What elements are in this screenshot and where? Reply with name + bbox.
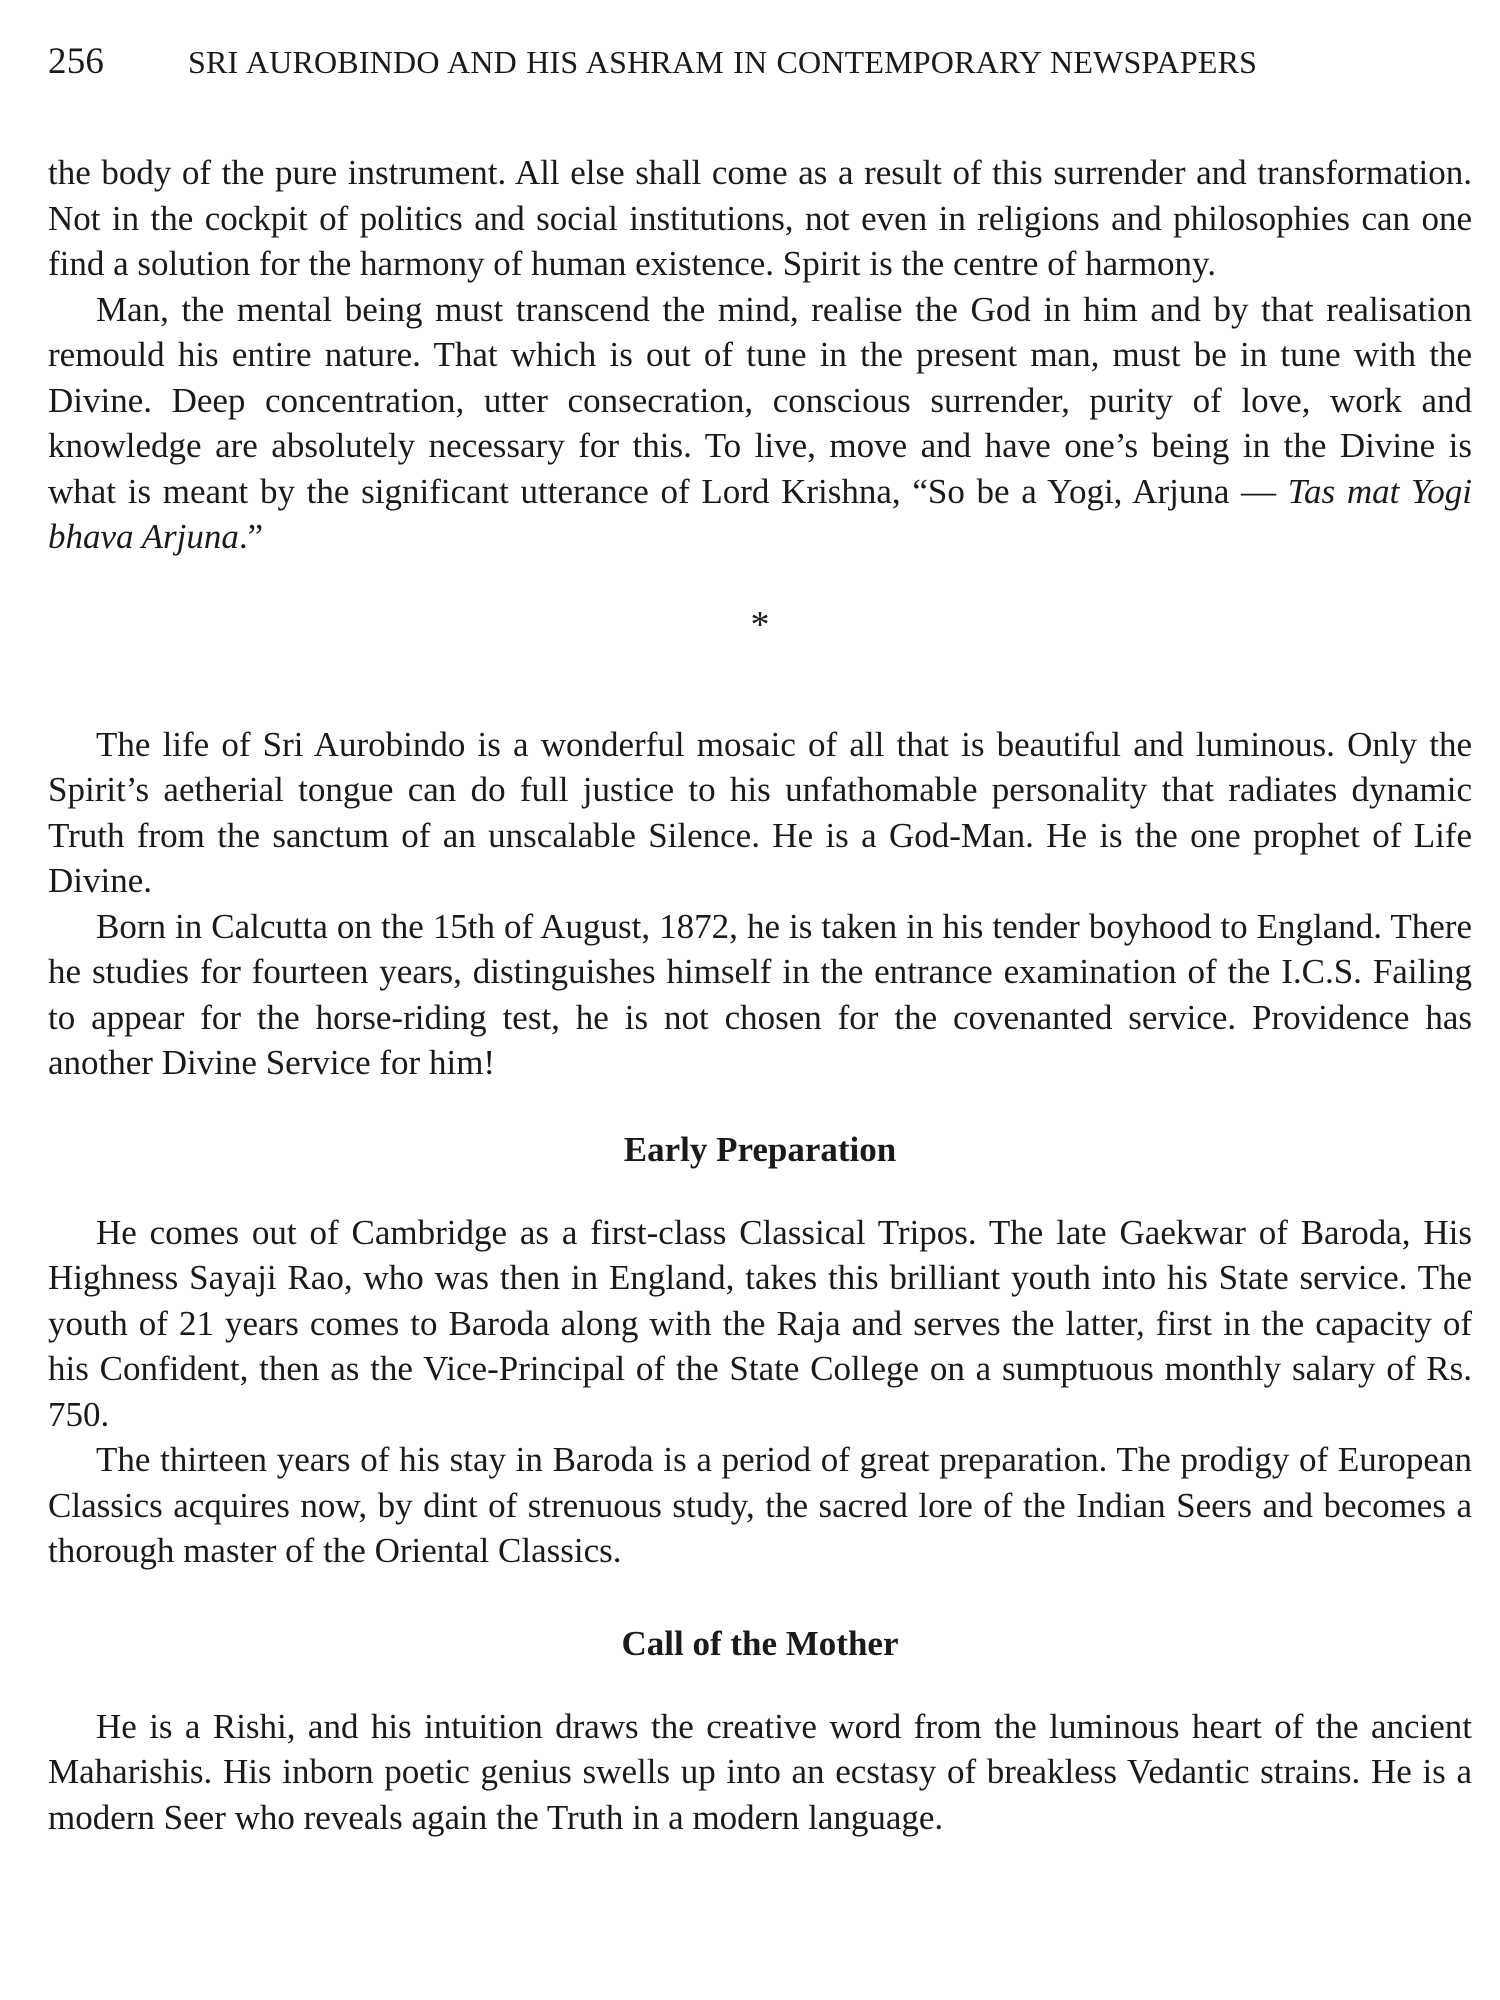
- running-title: SRI AUROBINDO AND HIS ASHRAM IN CONTEMPORARY NEWSPAPERS: [188, 44, 1258, 80]
- italic-sanskrit-quote: Tas mat Yogi bhava Arjuna: [48, 471, 1472, 556]
- body-text: [48, 150, 1472, 1840]
- paragraph-rishi: He is a Rishi, and his intuition draws the creative word from the luminous heart of the ancient Maharishis. His inborn poetic genius swells up into an ecstasy of breakless Vedantic strains. He is a modern Seer who reveals again the Truth in a modern language.: [48, 1706, 1472, 1837]
- paragraph-life-of-sri-aurobindo: The life of Sri Aurobindo is a wonderful mosaic of all that is beautiful and luminous. Only the Spirit’s aetherial tongue can do full justice to his unfathomable personality that radiates dynamic Truth from the sanctum of an unscalable Silence. He is a God-Man. He is the one prophet of Life Divine.: [48, 724, 1472, 900]
- paragraph-text: Man, the mental being must transcend the mind, realise the God in him and by that realisation remould his entire nature. That which is out of tune in the present man, must be in tune with the Divine. Deep concentration, utter consecration, conscious surrender, purity of love, work and knowledge are absolutely necessary for this. To live, move and have one’s being in the Divine is what is meant by the significant utterance of Lord Krishna, “So be a Yogi, Arjuna —: [48, 289, 1472, 511]
- paragraph-baroda-years: The thirteen years of his stay in Baroda is a period of great preparation. The prodigy of European Classics acquires now, by dint of strenuous study, the sacred lore of the Indian Seers and becomes a thorough master of the Oriental Classics.: [48, 1440, 1472, 1570]
- quote-close: .”: [238, 517, 264, 556]
- paragraph-born-in-calcutta: Born in Calcutta on the 15th of August, 1872, he is taken in his tender boyhood to England. There he studies for fourteen years, distinguishes himself in the entrance examination of the I.C.S. Failing to appear for the horse-riding test, he is not chosen for the covenanted service. Providence has another Divine Service for him!: [48, 906, 1472, 1082]
- paragraph-continuation: the body of the pure instrument. All else shall come as a result of this surrender and transformation. Not in the cockpit of politics and social institutions, not even in religions and philosophies can one find a solution for the harmony of human existence. Spirit is the centre of harmony.: [48, 153, 1472, 283]
- book-page: [48, 40, 1472, 1840]
- heading-early-preparation: Early Preparation: [623, 1129, 897, 1169]
- running-head: [48, 40, 1472, 120]
- paragraph-cambridge: He comes out of Cambridge as a first-class Classical Tripos. The late Gaekwar of Baroda, His Highness Sayaji Rao, who was then in England, takes this brilliant youth into his State service. The youth of 21 years comes to Baroda along with the Raja and serves the latter, first in the capacity of his Confident, then as the Vice-Principal of the State College on a sumptuous monthly salary of Rs. 750.: [48, 1212, 1472, 1434]
- section-separator: *: [750, 603, 770, 646]
- paragraph-man-mental-being: [48, 287, 1472, 560]
- heading-call-of-the-mother: Call of the Mother: [621, 1623, 899, 1663]
- page-number: 256: [48, 41, 105, 82]
